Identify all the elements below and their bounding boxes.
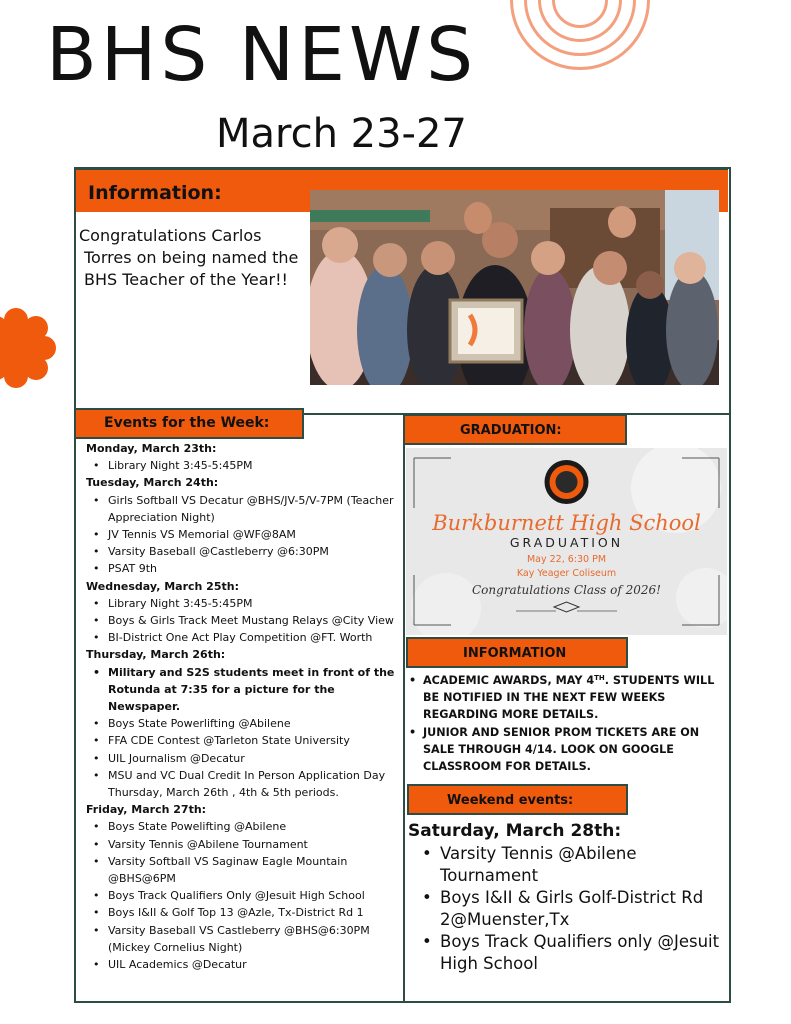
event-item: • FFA CDE Contest @Tarleton State University bbox=[86, 732, 396, 749]
event-day: Friday, March 27th: bbox=[86, 803, 207, 817]
event-day: Monday, March 23th: bbox=[86, 442, 217, 455]
information2-item: • JUNIOR AND SENIOR PROM TICKETS ARE ON SALE THROUGH 4/14. LOOK ON GOOGLE CLASSROOM FOR DETAILS. bbox=[407, 724, 725, 776]
event-item: • Library Night 3:45-5:45PM bbox=[86, 595, 396, 612]
event-day: Wednesday, March 25th: bbox=[86, 579, 239, 593]
event-item: • UIL Academics @Decatur bbox=[86, 956, 396, 973]
event-item: • Varsity Softball VS Saginaw Eagle Mountain @BHS@6PM bbox=[86, 853, 396, 887]
weekend-day: Saturday, March 28th: bbox=[408, 821, 622, 841]
information-heading: Information: bbox=[88, 182, 222, 204]
page-title: BHS NEWS bbox=[46, 12, 478, 98]
event-item: • Varsity Baseball @Castleberry @6:30PM bbox=[86, 543, 396, 560]
event-item: • Girls Softball VS Decatur @BHS/JV-5/V-7PM (Teacher Appreciation Night) bbox=[86, 492, 396, 526]
event-item: • Varsity Baseball VS Castleberry @BHS@6:30PM (Mickey Cornelius Night) bbox=[86, 922, 396, 956]
graduation-date: May 22, 6:30 PM bbox=[526, 554, 607, 565]
information2-list bbox=[407, 672, 725, 775]
graduation-congrats: Congratulations Class of 2026! bbox=[472, 583, 661, 597]
event-item: • UIL Journalism @Decatur bbox=[86, 750, 396, 767]
information2-heading: INFORMATION bbox=[406, 637, 628, 668]
weekend-item: • Boys I&II & Girls Golf-District Rd 2@Muenster,Tx bbox=[420, 887, 720, 931]
page-subtitle: March 23-27 bbox=[216, 111, 467, 157]
event-item: • JV Tennis VS Memorial @WF@8AM bbox=[86, 526, 396, 543]
decorative-flower bbox=[0, 306, 58, 390]
event-item: • Military and S2S students meet in front of the Rotunda at 7:35 for a picture for the Newspaper. bbox=[86, 664, 396, 716]
event-item: • Boys State Powerlifting @Abilene bbox=[86, 715, 396, 732]
information2-item: • ACADEMIC AWARDS, MAY 4TH. STUDENTS WILL BE NOTIFIED IN THE NEXT FEW WEEKS REGARDING MORE DETAILS. bbox=[407, 672, 725, 724]
event-day: Tuesday, March 24th: bbox=[86, 476, 219, 490]
graduation-card bbox=[406, 448, 727, 635]
information-line: Torres on being named the bbox=[84, 248, 299, 267]
event-item: • Boys & Girls Track Meet Mustang Relays @City View bbox=[86, 612, 396, 629]
weekend-heading: Weekend events: bbox=[407, 784, 628, 815]
graduation-heading: GRADUATION: bbox=[403, 414, 627, 445]
weekend-item: • Boys Track Qualifiers only @Jesuit High School bbox=[420, 931, 720, 975]
event-item: • Boys State Powelifting @Abilene bbox=[86, 818, 396, 835]
weekend-item: • Varsity Tennis @Abilene Tournament bbox=[420, 843, 720, 887]
events-list bbox=[86, 440, 396, 973]
graduation-word: GRADUATION bbox=[509, 535, 624, 550]
event-day: Thursday, March 26th: bbox=[86, 648, 226, 662]
information-line: Congratulations Carlos bbox=[79, 226, 262, 245]
group-photo bbox=[310, 190, 719, 385]
event-item: • Boys I&II & Golf Top 13 @Azle, Tx-District Rd 1 bbox=[86, 904, 396, 921]
event-item: • Boys Track Qualifiers Only @Jesuit High School bbox=[86, 887, 396, 904]
weekend-list bbox=[420, 843, 720, 975]
decorative-rings bbox=[510, 0, 650, 70]
event-item: • BI-District One Act Play Competition @FT. Worth bbox=[86, 629, 396, 646]
event-item: • Varsity Tennis @Abilene Tournament bbox=[86, 836, 396, 853]
event-item: • PSAT 9th bbox=[86, 560, 396, 577]
events-heading: Events for the Week: bbox=[74, 408, 304, 439]
graduation-school-name: Burkburnett High School bbox=[432, 511, 701, 535]
information-text bbox=[79, 225, 311, 291]
graduation-venue: Kay Yeager Coliseum bbox=[516, 568, 617, 579]
information-line: BHS Teacher of the Year!! bbox=[84, 270, 288, 289]
event-item: • MSU and VC Dual Credit In Person Application Day Thursday, March 26th , 4th & 5th periods. bbox=[86, 767, 396, 801]
event-item: • Library Night 3:45-5:45PM bbox=[86, 457, 396, 474]
